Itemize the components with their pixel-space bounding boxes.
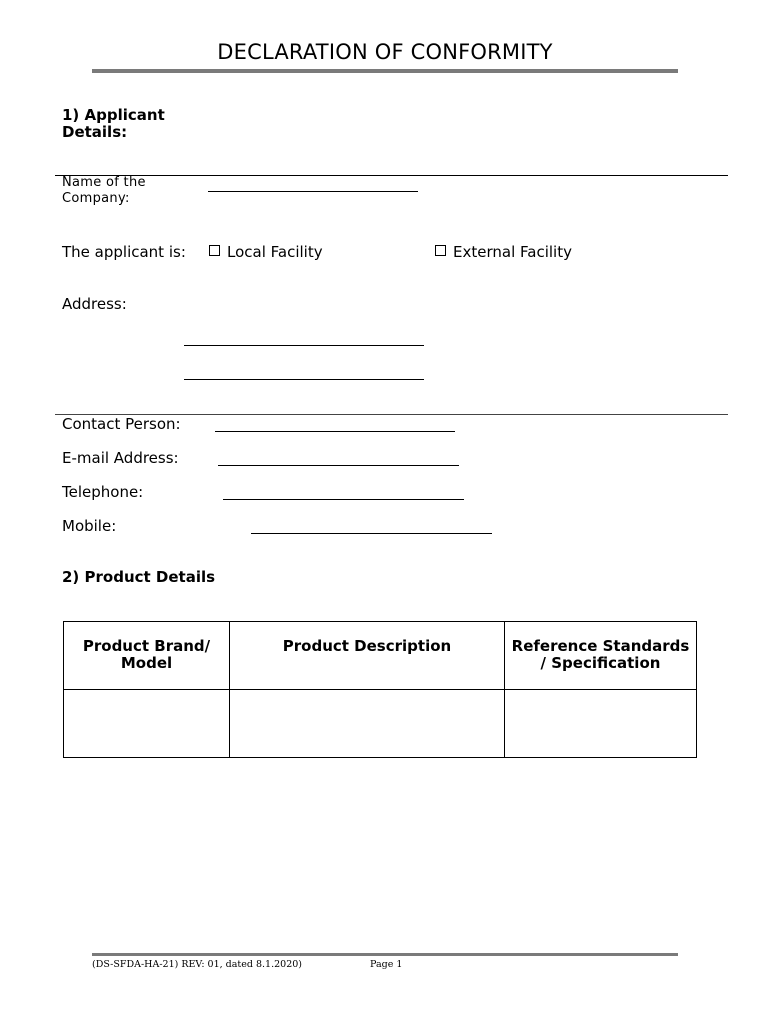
email-field[interactable] — [218, 465, 459, 466]
address-label: Address: — [62, 295, 127, 313]
external-facility-checkbox[interactable] — [435, 245, 446, 256]
footer-rule — [92, 953, 678, 956]
product-table-row — [64, 690, 697, 758]
telephone-label: Telephone: — [62, 483, 144, 501]
company-label-line1: Name of the — [62, 175, 146, 190]
header-description: Product Description — [230, 622, 505, 690]
section1-heading-line1: 1) Applicant — [62, 106, 165, 124]
footer-doc-id: (DS-SFDA-HA-21) REV: 01, dated 8.1.2020) — [92, 959, 302, 970]
company-label-line2: Company: — [62, 191, 130, 206]
contact-person-field[interactable] — [215, 431, 455, 432]
applicant-type-label: The applicant is: — [62, 243, 186, 261]
local-facility-label: Local Facility — [227, 243, 323, 261]
company-name-field[interactable] — [208, 191, 418, 192]
title-underline — [92, 69, 678, 73]
address-field-line2[interactable] — [184, 379, 424, 380]
external-facility-label: External Facility — [453, 243, 572, 261]
local-facility-option[interactable] — [209, 243, 323, 261]
section1-heading-line2: Details: — [62, 123, 128, 141]
email-label: E-mail Address: — [62, 449, 179, 467]
local-facility-checkbox[interactable] — [209, 245, 220, 256]
external-facility-option[interactable] — [435, 243, 572, 261]
header-reference-standards: Reference Standards / Specification — [505, 622, 697, 690]
cell-reference-standards[interactable] — [505, 690, 697, 758]
section1-heading — [62, 107, 165, 141]
page-title: DECLARATION OF CONFORMITY — [217, 40, 553, 64]
contact-person-label: Contact Person: — [62, 415, 181, 433]
mobile-label: Mobile: — [62, 517, 117, 535]
company-label — [62, 175, 146, 207]
divider-top — [55, 175, 728, 176]
product-table-header-row — [64, 622, 697, 690]
header-brand-model: Product Brand/ Model — [64, 622, 230, 690]
telephone-field[interactable] — [223, 499, 464, 500]
section2-heading: 2) Product Details — [62, 568, 216, 586]
cell-description[interactable] — [230, 690, 505, 758]
mobile-field[interactable] — [251, 533, 492, 534]
footer-page-number: Page 1 — [370, 959, 403, 970]
cell-brand-model[interactable] — [64, 690, 230, 758]
address-field-line1[interactable] — [184, 345, 424, 346]
product-table — [63, 621, 697, 758]
